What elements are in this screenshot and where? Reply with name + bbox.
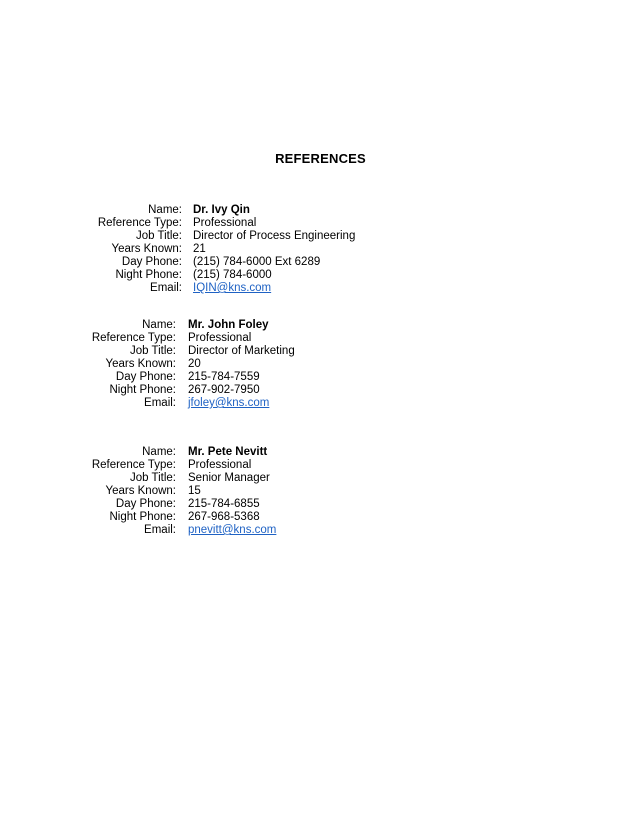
- name-label: Name:: [142, 446, 176, 458]
- email-label: Email:: [144, 524, 176, 536]
- job-title-label: Job Title:: [129, 472, 176, 484]
- night-phone: 267-902-7950: [188, 384, 260, 396]
- night-phone-label: Night Phone:: [115, 269, 182, 281]
- years-known-label: Years Known:: [105, 485, 176, 497]
- reference-values: [193, 204, 393, 295]
- reference-type-label: Reference Type:: [91, 459, 176, 471]
- years-known: 20: [188, 358, 201, 370]
- years-known: 15: [188, 485, 201, 497]
- night-phone: 267-968-5368: [188, 511, 260, 523]
- reference-labels: [40, 446, 176, 537]
- email-label: Email:: [150, 282, 182, 294]
- day-phone-label: Day Phone:: [115, 498, 176, 510]
- reference-labels: [40, 204, 182, 295]
- day-phone: (215) 784-6000 Ext 6289: [193, 256, 321, 268]
- job-title: Senior Manager: [188, 472, 270, 484]
- reference-name: Mr. Pete Nevitt: [188, 446, 268, 458]
- day-phone: 215-784-7559: [188, 371, 260, 383]
- email-label: Email:: [144, 397, 176, 409]
- years-known-label: Years Known:: [105, 358, 176, 370]
- reference-name: Mr. John Foley: [188, 319, 269, 331]
- job-title-label: Job Title:: [135, 230, 182, 242]
- email-link[interactable]: jfoley@kns.com: [188, 397, 270, 409]
- job-title-label: Job Title:: [129, 345, 176, 357]
- years-known: 21: [193, 243, 206, 255]
- reference-values: [188, 319, 388, 410]
- name-label: Name:: [148, 204, 182, 216]
- reference-name: Dr. Ivy Qin: [193, 204, 250, 216]
- reference-type: Professional: [188, 332, 252, 344]
- reference-type: Professional: [188, 459, 252, 471]
- day-phone: 215-784-6855: [188, 498, 260, 510]
- job-title: Director of Process Engineering: [193, 230, 356, 242]
- night-phone-label: Night Phone:: [109, 384, 176, 396]
- reference-type: Professional: [193, 217, 257, 229]
- day-phone-label: Day Phone:: [115, 371, 176, 383]
- job-title: Director of Marketing: [188, 345, 295, 357]
- night-phone: (215) 784-6000: [193, 269, 272, 281]
- name-label: Name:: [142, 319, 176, 331]
- page-title: REFERENCES: [275, 151, 366, 166]
- email-link[interactable]: pnevitt@kns.com: [188, 524, 277, 536]
- reference-type-label: Reference Type:: [97, 217, 182, 229]
- day-phone-label: Day Phone:: [121, 256, 182, 268]
- reference-type-label: Reference Type:: [91, 332, 176, 344]
- reference-values: [188, 446, 388, 537]
- night-phone-label: Night Phone:: [109, 511, 176, 523]
- reference-labels: [40, 319, 176, 410]
- email-link[interactable]: IQIN@kns.com: [193, 282, 272, 294]
- years-known-label: Years Known:: [111, 243, 182, 255]
